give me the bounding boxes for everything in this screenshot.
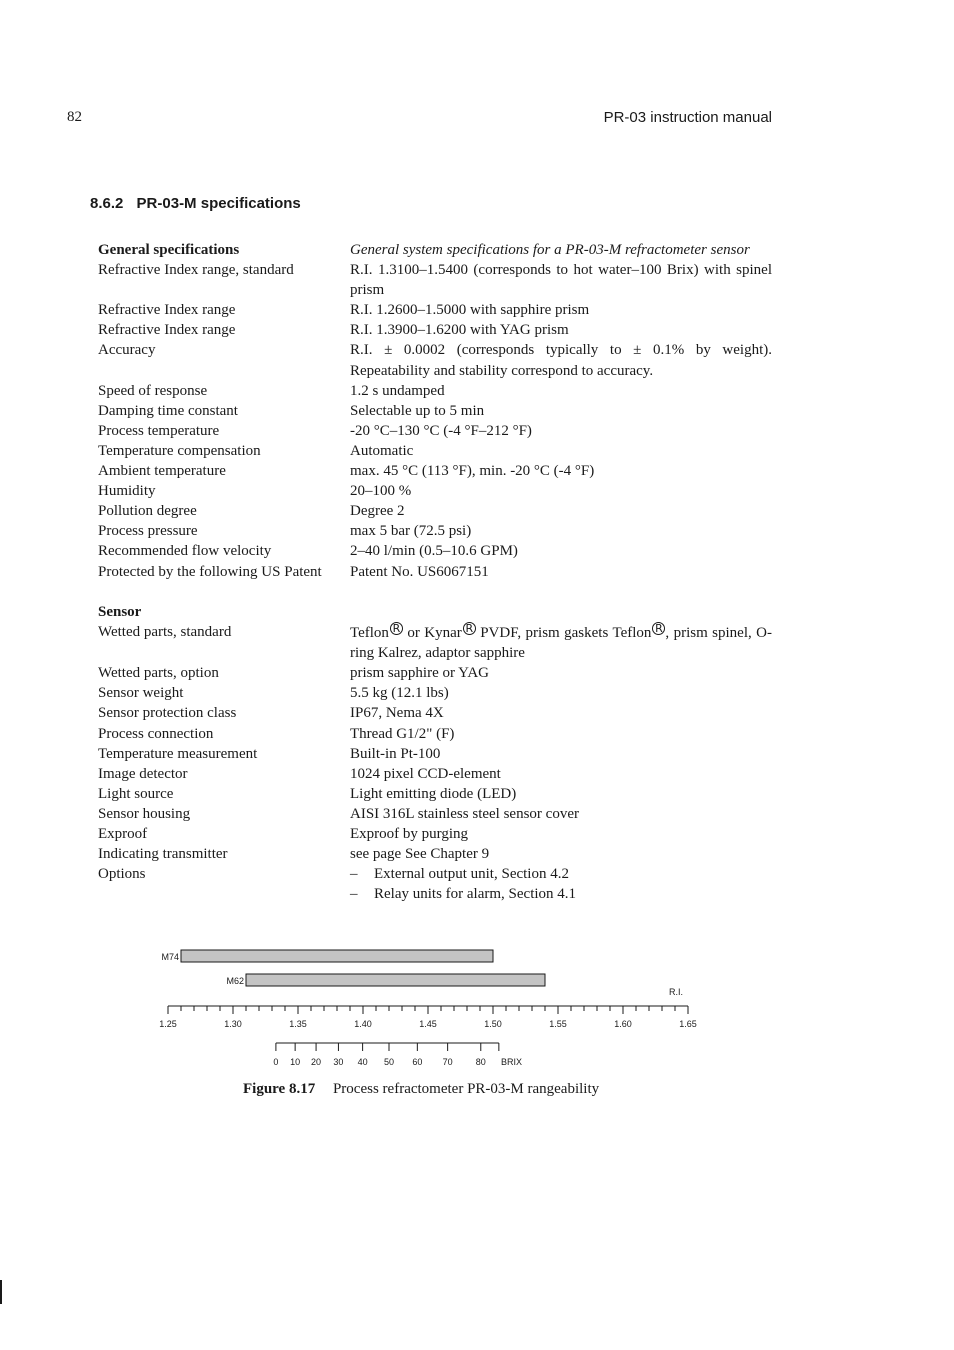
brix-tick-label: 50 — [383, 1057, 395, 1067]
spec-row — [98, 501, 772, 521]
general-specifications — [98, 240, 772, 582]
spec-label: Wetted parts, standard — [98, 624, 232, 641]
wetted-part-4: , prism spinel, O-ring Kalrez, adaptor sapphire — [350, 625, 773, 662]
dash-icon: – — [350, 866, 358, 883]
brix-tick-label: 10 — [290, 1057, 301, 1067]
option-item — [350, 864, 772, 884]
ri-tick-label: 1.50 — [484, 1019, 502, 1029]
general-rows — [98, 260, 772, 582]
brix-tick-label: 20 — [311, 1057, 322, 1067]
sensor-heading-row — [98, 602, 772, 622]
brix-tick-label: 40 — [357, 1057, 368, 1067]
spec-value: R.I. 1.2600–1.5000 with sapphire prism — [350, 302, 590, 319]
page-edge-mark — [0, 1280, 2, 1304]
spec-value: Exproof by purging — [350, 826, 469, 843]
spec-row — [98, 441, 772, 461]
range-bar — [246, 974, 545, 986]
spec-value: see page See Chapter 9 — [350, 846, 490, 863]
spec-label: Process pressure — [98, 523, 198, 540]
spec-row — [98, 784, 772, 804]
spec-label: Options — [98, 866, 146, 883]
options-list — [350, 864, 772, 904]
spec-row — [98, 804, 772, 824]
brix-tick-label: 30 — [333, 1057, 344, 1067]
brix-tick-label: 60 — [412, 1057, 423, 1067]
range-bar — [181, 950, 493, 962]
spec-label: Process temperature — [98, 422, 220, 439]
spec-value: Patent No. US6067151 — [350, 563, 489, 580]
spec-row — [98, 320, 772, 340]
spec-row — [98, 401, 772, 421]
spec-row — [98, 260, 772, 300]
option-text: Relay units for alarm, Section 4.1 — [374, 886, 577, 903]
section-number: 8.6.2 — [90, 195, 124, 212]
spec-row — [98, 562, 772, 582]
spec-label: Sensor weight — [98, 685, 184, 702]
ri-tick-label: 1.55 — [549, 1019, 567, 1029]
spec-value: 20–100 % — [350, 483, 412, 500]
ri-axis-label: R.I. — [668, 987, 684, 997]
spec-value: 1024 pixel CCD-element — [350, 765, 501, 782]
spec-label: Image detector — [98, 765, 188, 782]
spec-label: Protected by the following US Patent — [98, 563, 322, 580]
spec-row — [98, 844, 772, 864]
spec-value: max. 45 °C (113 °F), min. -20 °C (-4 °F) — [350, 463, 595, 480]
spec-label: Refractive Index range — [98, 322, 236, 339]
spec-label: Sensor protection class — [98, 705, 237, 722]
spec-row-wetted-standard — [98, 622, 772, 663]
spec-value: max 5 bar (72.5 psi) — [350, 523, 472, 540]
spec-row — [98, 703, 772, 723]
sensor-rows — [98, 663, 772, 864]
sensor-specifications — [98, 602, 772, 904]
spec-label: Accuracy — [98, 342, 156, 359]
spec-label: Speed of response — [98, 382, 208, 399]
spec-value: -20 °C–130 °C (-4 °F–212 °F) — [350, 422, 532, 439]
spec-row — [98, 421, 772, 441]
wetted-part-3: PVDF, prism gaskets Teflon — [475, 625, 652, 642]
option-text: External output unit, Section 4.2 — [374, 866, 569, 883]
brix-tick-label: 80 — [475, 1057, 486, 1067]
general-heading: General specifications — [98, 242, 240, 258]
spec-label: Humidity — [98, 483, 156, 500]
page-number: 82 — [67, 109, 82, 125]
spec-row — [98, 521, 772, 541]
spec-row — [98, 764, 772, 784]
spec-label: Exproof — [98, 826, 148, 843]
spec-row — [98, 381, 772, 401]
spec-row — [98, 541, 772, 561]
figure-label: Figure 8.17 — [243, 1081, 316, 1097]
ri-tick-label: 1.65 — [679, 1019, 697, 1029]
section-heading — [90, 195, 301, 212]
brix-axis-label: BRIX — [501, 1057, 523, 1067]
wetted-part-1: Teflon — [350, 625, 389, 642]
spec-value: Selectable up to 5 min — [350, 402, 485, 419]
spec-row — [98, 744, 772, 764]
spec-row — [98, 340, 772, 380]
spec-row — [98, 300, 772, 320]
spec-value: 1.2 s undamped — [350, 382, 445, 399]
section-title: PR-03-M specifications — [136, 195, 301, 212]
spec-value — [350, 622, 772, 663]
ri-tick-label: 1.25 — [159, 1019, 177, 1029]
spec-value: Built-in Pt-100 — [350, 745, 441, 762]
spec-label: Pollution degree — [98, 503, 197, 520]
spec-value: R.I. ± 0.0002 (corresponds typically to ± 0.1% by weight). Repeatability and stability correspond to accuracy. — [350, 342, 772, 379]
spec-label: Refractive Index range — [98, 302, 236, 319]
bar-label: M62 — [226, 976, 244, 986]
spec-row — [98, 724, 772, 744]
spec-label: Damping time constant — [98, 402, 238, 419]
general-subtitle: General system specifications for a PR-03-M refractometer sensor — [350, 242, 750, 258]
spec-label: Process connection — [98, 725, 214, 742]
dash-icon: – — [350, 886, 358, 903]
ri-tick-label: 1.45 — [419, 1019, 437, 1029]
running-header: PR-03 instruction manual — [603, 109, 772, 126]
spec-row — [98, 824, 772, 844]
spec-value: 5.5 kg (12.1 lbs) — [350, 685, 449, 702]
general-heading-row — [98, 240, 772, 260]
brix-tick-label: 70 — [442, 1057, 453, 1067]
spec-label: Light source — [98, 785, 174, 802]
bar-label: M74 — [161, 952, 179, 962]
spec-value: prism sapphire or YAG — [350, 665, 490, 682]
spec-value: Automatic — [350, 442, 414, 459]
spec-value: R.I. 1.3900–1.6200 with YAG prism — [350, 322, 569, 339]
spec-label: Temperature measurement — [98, 745, 258, 762]
spec-value: 2–40 l/min (0.5–10.6 GPM) — [350, 543, 518, 560]
registered-mark-icon: R — [390, 622, 403, 635]
ri-tick-label: 1.30 — [224, 1019, 242, 1029]
spec-label: Wetted parts, option — [98, 665, 219, 682]
spec-label: Sensor housing — [98, 805, 191, 822]
spec-value: Thread G1/2" (F) — [350, 725, 455, 742]
spec-value: AISI 316L stainless steel sensor cover — [350, 805, 579, 822]
registered-mark-icon: R — [463, 622, 476, 635]
option-item — [350, 884, 772, 904]
spec-label: Indicating transmitter — [98, 846, 228, 863]
figure-caption-text: Process refractometer PR-03-M rangeability — [332, 1081, 600, 1097]
spec-row-options — [98, 864, 772, 904]
wetted-part-2: or Kynar — [402, 625, 462, 642]
ri-tick-label: 1.40 — [354, 1019, 372, 1029]
spec-row — [98, 461, 772, 481]
spec-value: R.I. 1.3100–1.5400 (corresponds to hot water–100 Brix) with spinel prism — [350, 262, 772, 299]
spec-label: Recommended flow velocity — [98, 543, 272, 560]
spec-value: Light emitting diode (LED) — [350, 785, 517, 802]
ri-tick-label: 1.60 — [614, 1019, 632, 1029]
spec-row — [98, 663, 772, 683]
spec-label: Refractive Index range, standard — [98, 262, 294, 279]
rangeability-chart — [0, 930, 954, 1080]
spec-value: Degree 2 — [350, 503, 405, 520]
figure-caption — [243, 1081, 599, 1098]
spec-label: Temperature compensation — [98, 442, 261, 459]
registered-mark-icon: R — [652, 622, 665, 635]
brix-tick-label: 0 — [273, 1057, 279, 1067]
sensor-heading: Sensor — [98, 604, 142, 620]
spec-value: IP67, Nema 4X — [350, 705, 444, 722]
spec-row — [98, 481, 772, 501]
spec-label: Ambient temperature — [98, 463, 226, 480]
ri-tick-label: 1.35 — [289, 1019, 307, 1029]
spec-row — [98, 683, 772, 703]
